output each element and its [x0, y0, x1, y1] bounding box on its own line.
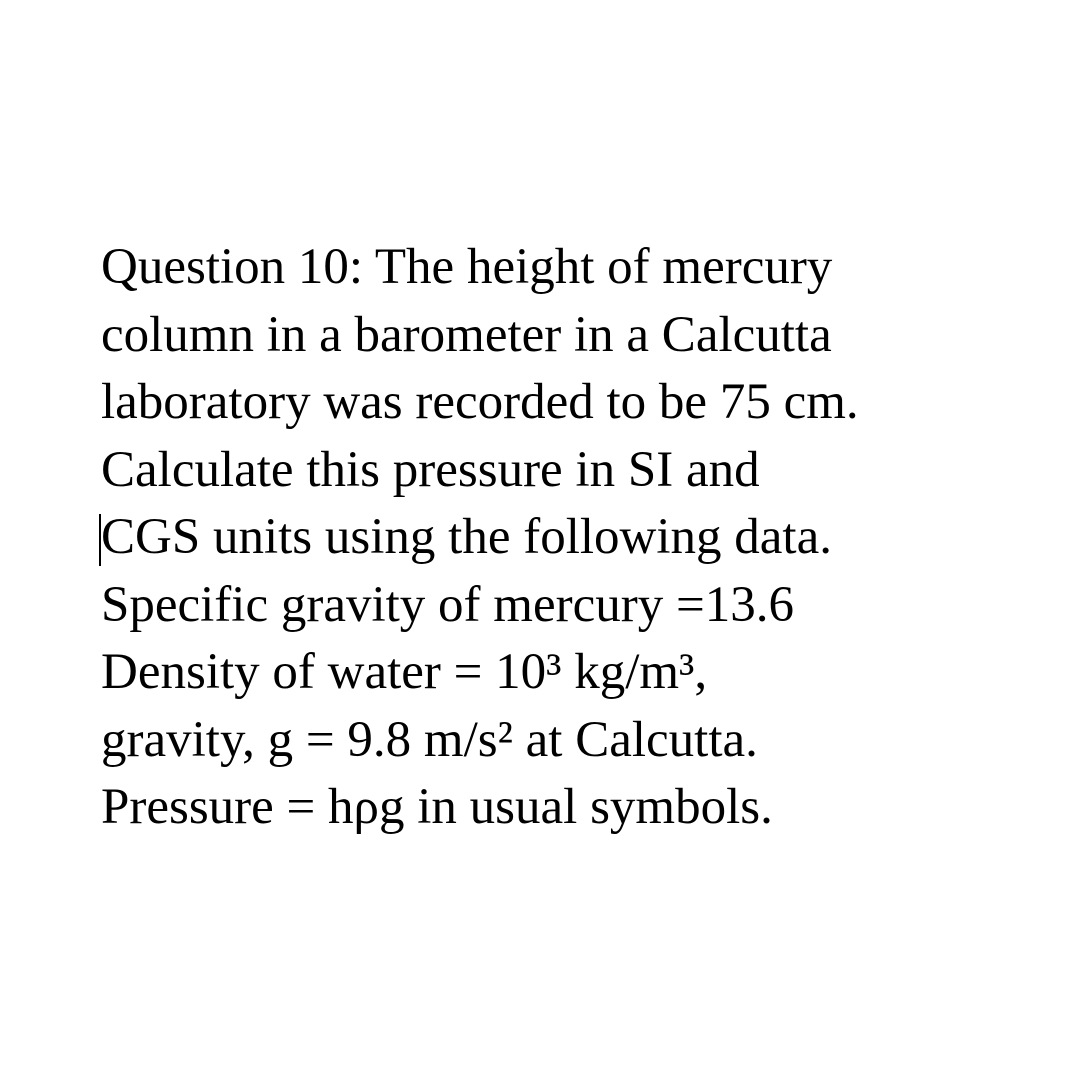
text-line: CGS units using the following data.	[101, 509, 832, 565]
text-line: Pressure = hρg in usual symbols.	[101, 779, 773, 835]
text-line: column in a barometer in a Calcutta	[101, 306, 832, 363]
text-line-with-caret[interactable]	[101, 504, 1061, 572]
text-line: laboratory was recorded to be 75 cm.	[101, 374, 859, 430]
text-line: gravity, g = 9.8 m/s² at Calcutta.	[101, 711, 758, 768]
text-line: Density of water = 10³ kg/m³,	[101, 644, 708, 700]
text-line: Specific gravity of mercury =13.6	[101, 576, 794, 633]
text-line: Question 10: The height of mercury	[101, 239, 833, 295]
text-cursor	[99, 514, 101, 566]
question-text	[101, 234, 1061, 842]
text-line: Calculate this pressure in SI and	[101, 441, 760, 498]
